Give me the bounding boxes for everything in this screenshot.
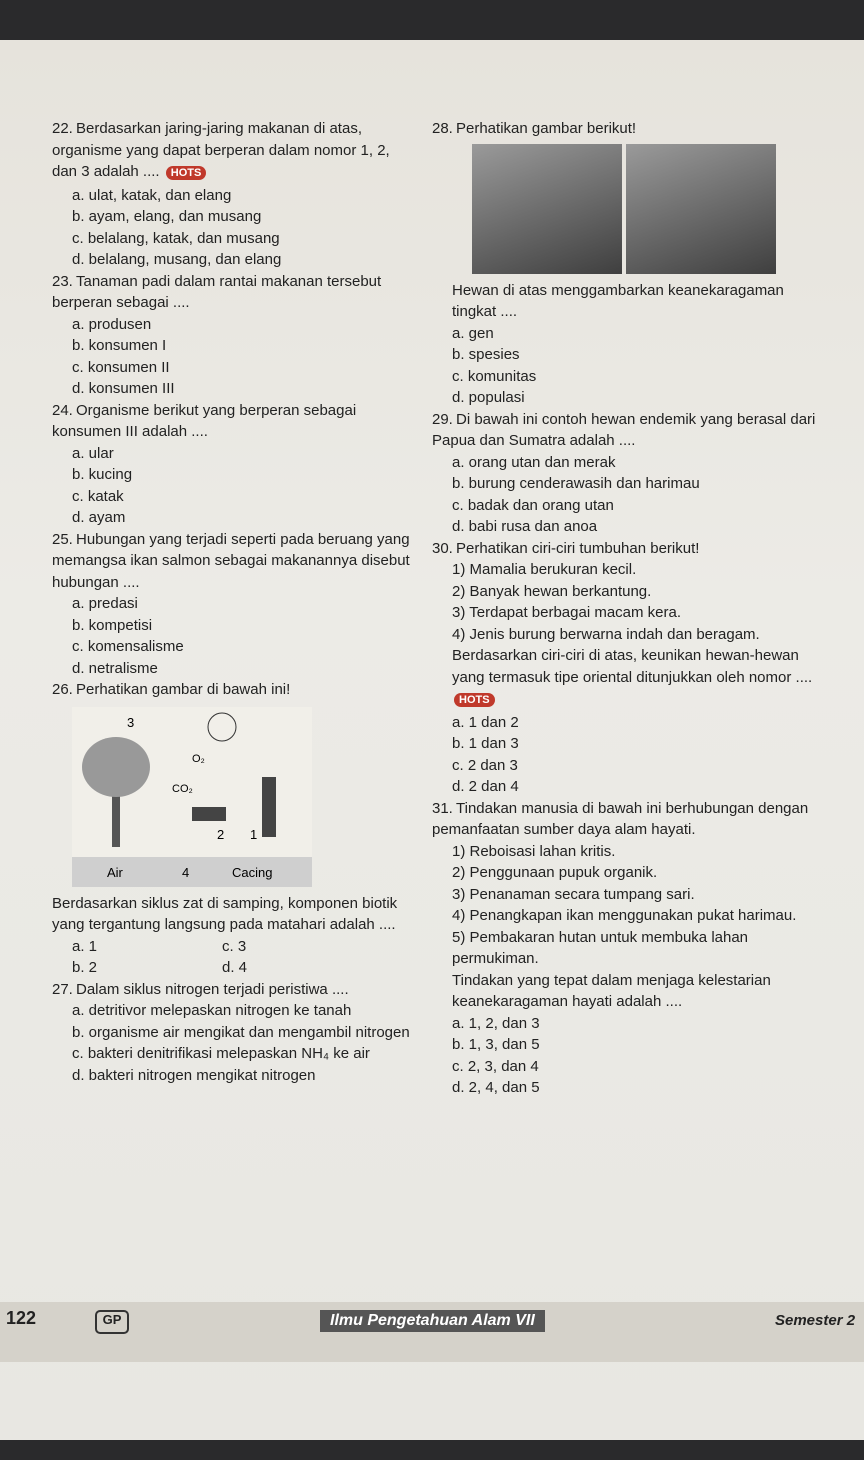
publisher-logo: GP (95, 1310, 129, 1334)
hots-badge: HOTS (454, 693, 495, 707)
cycle-diagram-svg (72, 707, 312, 887)
person-icon (262, 777, 276, 837)
question-26-text: Berdasarkan siklus zat di samping, komponen biotik yang tergantung langsung pada matahari adalah .... (52, 894, 398, 933)
label-cacing: Cacing (232, 864, 273, 880)
option: a. gen (452, 324, 494, 342)
question-30-text: Berdasarkan ciri-ciri di atas, keunikan hewan-hewan yang termasuk tipe oriental ditunjukkan oleh nomor .... HOTS (452, 647, 813, 706)
option: c. badak dan orang utan (452, 496, 614, 514)
option: b. spesies (452, 346, 520, 363)
option: c. 3 (222, 937, 247, 955)
option: c. 2 dan 3 (452, 756, 518, 774)
list-item: 3) Terdapat berbagai macam kera. (452, 604, 682, 621)
option: c. komensalisme (72, 638, 184, 655)
options-row (52, 936, 412, 958)
label-o2: O₂ (192, 752, 205, 765)
book-title: Ilmu Pengetahuan Alam VII (320, 1310, 545, 1332)
question-25: 25. Hubungan yang terjadi seperti pada beruang yang memangsa ikan salmon sebagai makanannya disebut hubungan .... (52, 530, 410, 591)
textbook-page (0, 40, 864, 1440)
question-23: 23. Tanaman padi dalam rantai makanan tersebut berperan sebagai .... (52, 272, 382, 311)
option: b. kucing (72, 466, 133, 483)
question-31-text: Tindakan yang tepat dalam menjaga kelestarian keanekaragaman hayati adalah .... (452, 971, 771, 1010)
list-item: 3) Penanaman secara tumpang sari. (452, 885, 695, 903)
option: d. 2 dan 4 (452, 778, 519, 795)
label-air: Air (107, 864, 123, 880)
option: a. ulat, katak, dan elang (72, 186, 232, 204)
cycle-diagram (72, 707, 312, 887)
list-item: 1) Mamalia berukuran kecil. (452, 561, 637, 578)
option: d. ayam (72, 509, 126, 526)
rooster-photo-2 (626, 144, 776, 274)
option: b. konsumen I (72, 337, 167, 354)
list-item: 1) Reboisasi lahan kritis. (452, 842, 616, 860)
option: d. konsumen III (72, 380, 175, 397)
option: d. 4 (222, 959, 248, 976)
list-item: 2) Banyak hewan berkantung. (452, 582, 652, 600)
option: b. ayam, elang, dan musang (72, 208, 262, 225)
option: a. produsen (72, 315, 152, 333)
page-footer (0, 1302, 864, 1362)
option: c. belalang, katak, dan musang (72, 229, 280, 247)
options-row (52, 957, 412, 979)
option: d. belalang, musang, dan elang (72, 251, 282, 268)
question-24: 24. Organisme berikut yang berperan sebagai konsumen III adalah .... (52, 401, 357, 440)
option: a. orang utan dan merak (452, 453, 616, 471)
option: a. 1 dan 2 (452, 713, 519, 731)
list-item: 4) Penangkapan ikan menggunakan pukat harimau. (452, 907, 797, 924)
option: a. detritivor melepaskan nitrogen ke tanah (72, 1002, 352, 1019)
question-31: 31. Tindakan manusia di bawah ini berhubungan dengan pemanfaatan sumber daya alam hayati. (432, 799, 809, 838)
question-29: 29. Di bawah ini contoh hewan endemik yang berasal dari Papua dan Sumatra adalah .... (432, 410, 816, 449)
option: a. ular (72, 444, 114, 462)
question-30: 30. Perhatikan ciri-ciri tumbuhan berikut! (432, 539, 700, 557)
option: a. 1 (72, 937, 98, 955)
option: b. 1, 3, dan 5 (452, 1036, 540, 1053)
label-3: 3 (127, 714, 135, 730)
option: c. 2, 3, dan 4 (452, 1057, 539, 1075)
right-column (432, 118, 832, 1099)
list-item: 5) Pembakaran hutan untuk membuka lahan permukiman. (452, 928, 749, 967)
label-2: 2 (217, 826, 225, 842)
option: b. kompetisi (72, 616, 153, 634)
page-number: 122 (6, 1308, 37, 1328)
tree-icon (82, 737, 150, 797)
option: d. bakteri nitrogen mengikat nitrogen (72, 1066, 316, 1084)
rooster-photos (472, 144, 832, 274)
left-column (52, 118, 412, 1086)
option: c. katak (72, 487, 124, 505)
hots-badge: HOTS (166, 166, 207, 180)
question-28: 28. Perhatikan gambar berikut! (432, 120, 637, 137)
option: b. burung cenderawasih dan harimau (452, 475, 700, 492)
question-26: 26. Perhatikan gambar di bawah ini! (52, 681, 291, 698)
list-item: 4) Jenis burung berwarna indah dan beragam. (452, 625, 760, 643)
option: b. 1 dan 3 (452, 735, 519, 752)
option: a. 1, 2, dan 3 (452, 1014, 540, 1032)
option: b. organisme air mengikat dan mengambil nitrogen (72, 1023, 410, 1041)
rooster-photo-1 (472, 144, 622, 274)
label-4: 4 (182, 864, 190, 880)
question-22: 22. Berdasarkan jaring-jaring makanan di atas, organisme yang dapat berperan dalam nomor 1, 2, dan 3 adalah .... HOTS (52, 120, 390, 180)
option: d. 2, 4, dan 5 (452, 1079, 540, 1096)
label-co2: CO₂ (172, 782, 193, 795)
option: d. populasi (452, 389, 525, 406)
list-item: 2) Penggunaan pupuk organik. (452, 864, 658, 881)
option: c. bakteri denitrifikasi melepaskan NH₄ ke air (72, 1045, 370, 1062)
option: d. netralisme (72, 659, 158, 677)
label-1: 1 (250, 826, 258, 842)
option: d. babi rusa dan anoa (452, 518, 598, 535)
question-28-text: Hewan di atas menggambarkan keanekaragaman tingkat .... (452, 281, 784, 320)
sun-icon (208, 713, 236, 741)
goat-icon (192, 807, 226, 821)
option: c. konsumen II (72, 358, 170, 376)
option: c. komunitas (452, 367, 537, 385)
question-27: 27. Dalam siklus nitrogen terjadi peristiwa .... (52, 980, 349, 998)
option: a. predasi (72, 595, 138, 612)
option: b. 2 (72, 959, 98, 976)
semester-label: Semester 2 (775, 1312, 856, 1329)
